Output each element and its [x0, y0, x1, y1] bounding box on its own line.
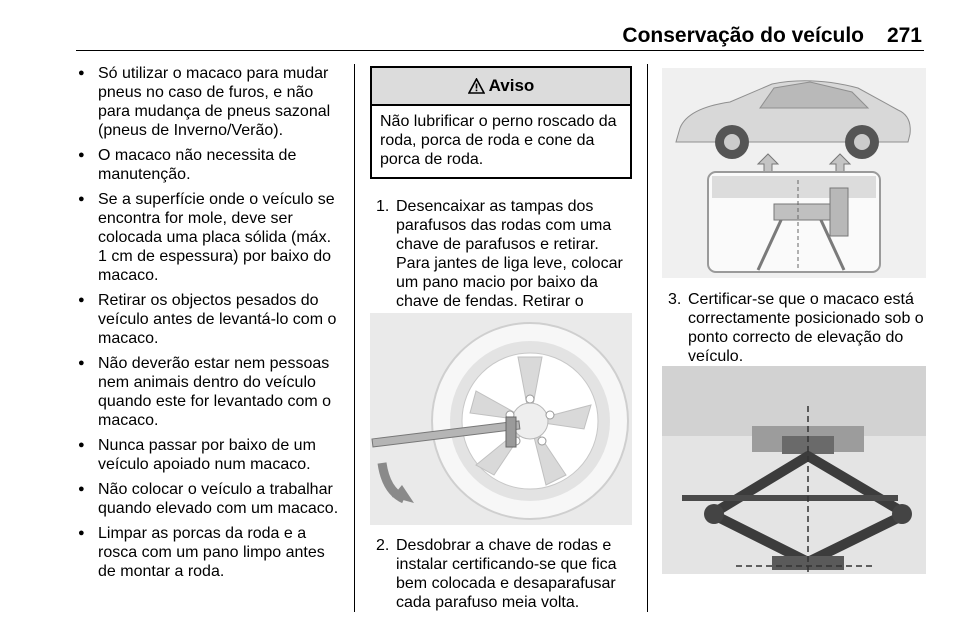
step-number: 1. — [376, 198, 390, 215]
scissor-jack-illustration — [662, 366, 926, 574]
middle-column — [370, 66, 632, 349]
car-jack-points-illustration — [662, 68, 926, 278]
list-item: ● Não colocar o veículo a trabalhar quando elevado com um macaco. — [76, 480, 344, 518]
step-2 — [370, 536, 632, 612]
steps-list-c — [662, 290, 926, 366]
step-number: 3. — [668, 291, 682, 308]
step-number: 2. — [376, 537, 390, 554]
page-number: 271 — [886, 24, 922, 47]
warning-text: Não lubrificar o perno roscado da roda, porca de roda e cone da porca de roda. — [380, 113, 617, 168]
list-item: ● Retirar os objectos pesados do veículo antes de levantá-lo com o macaco. — [76, 291, 344, 348]
list-item: ● Se a superfície onde o veículo se encontra for mole, deve ser colocada uma placa sólida (máx. 1 cm de espessura) por baixo do macaco. — [76, 190, 344, 285]
jack-illustration — [662, 366, 926, 574]
left-column — [76, 64, 344, 587]
step-3 — [662, 290, 926, 366]
list-item: ● Só utilizar o macaco para mudar pneus no caso de furos, e não para mudança de pneus sazonal (pneus de Inverno/Verão). — [76, 64, 344, 140]
list-item: ● Não deverão estar nem pessoas nem animais dentro do veículo quando este for levantado com o macaco. — [76, 354, 344, 430]
list-item: ● O macaco não necessita de manutenção. — [76, 146, 344, 184]
right-column-text — [662, 290, 926, 366]
warning-title: Aviso — [488, 76, 535, 95]
middle-column-bottom — [370, 536, 632, 612]
column-divider-1 — [354, 64, 355, 612]
section-title: Conservação do veículo — [622, 24, 864, 47]
list-item: ● Limpar as porcas da roda e a rosca com um pano limpo antes de montar a roda. — [76, 524, 344, 581]
warning-triangle-icon — [468, 78, 485, 94]
list-item: ● Nunca passar por baixo de um veículo apoiado num macaco. — [76, 436, 344, 474]
wheel-illustration — [370, 313, 632, 525]
step-text: Certificar-se que o macaco está correctamente posicionado sob o ponto correcto de elevação do veículo. — [688, 291, 924, 365]
warning-header — [372, 68, 630, 106]
car-illustration — [662, 68, 926, 278]
steps-list-b — [370, 536, 632, 612]
warning-box — [370, 66, 632, 179]
column-divider-2 — [647, 64, 648, 612]
step-text: Desencaixar as tampas dos parafusos das rodas com uma chave de parafusos e retirar. Para jantes de liga leve, colocar um pano macio por baixo da chave de fendas. Retirar o — [396, 198, 623, 310]
wheel-wrench-illustration — [370, 313, 632, 525]
header-rule — [76, 50, 924, 51]
step-text: Desdobrar a chave de rodas e instalar certificando-se que fica bem colocada e desaparafusar cada parafuso meia volta. — [396, 537, 617, 611]
bullet-list — [76, 64, 344, 581]
page-header — [0, 0, 960, 50]
